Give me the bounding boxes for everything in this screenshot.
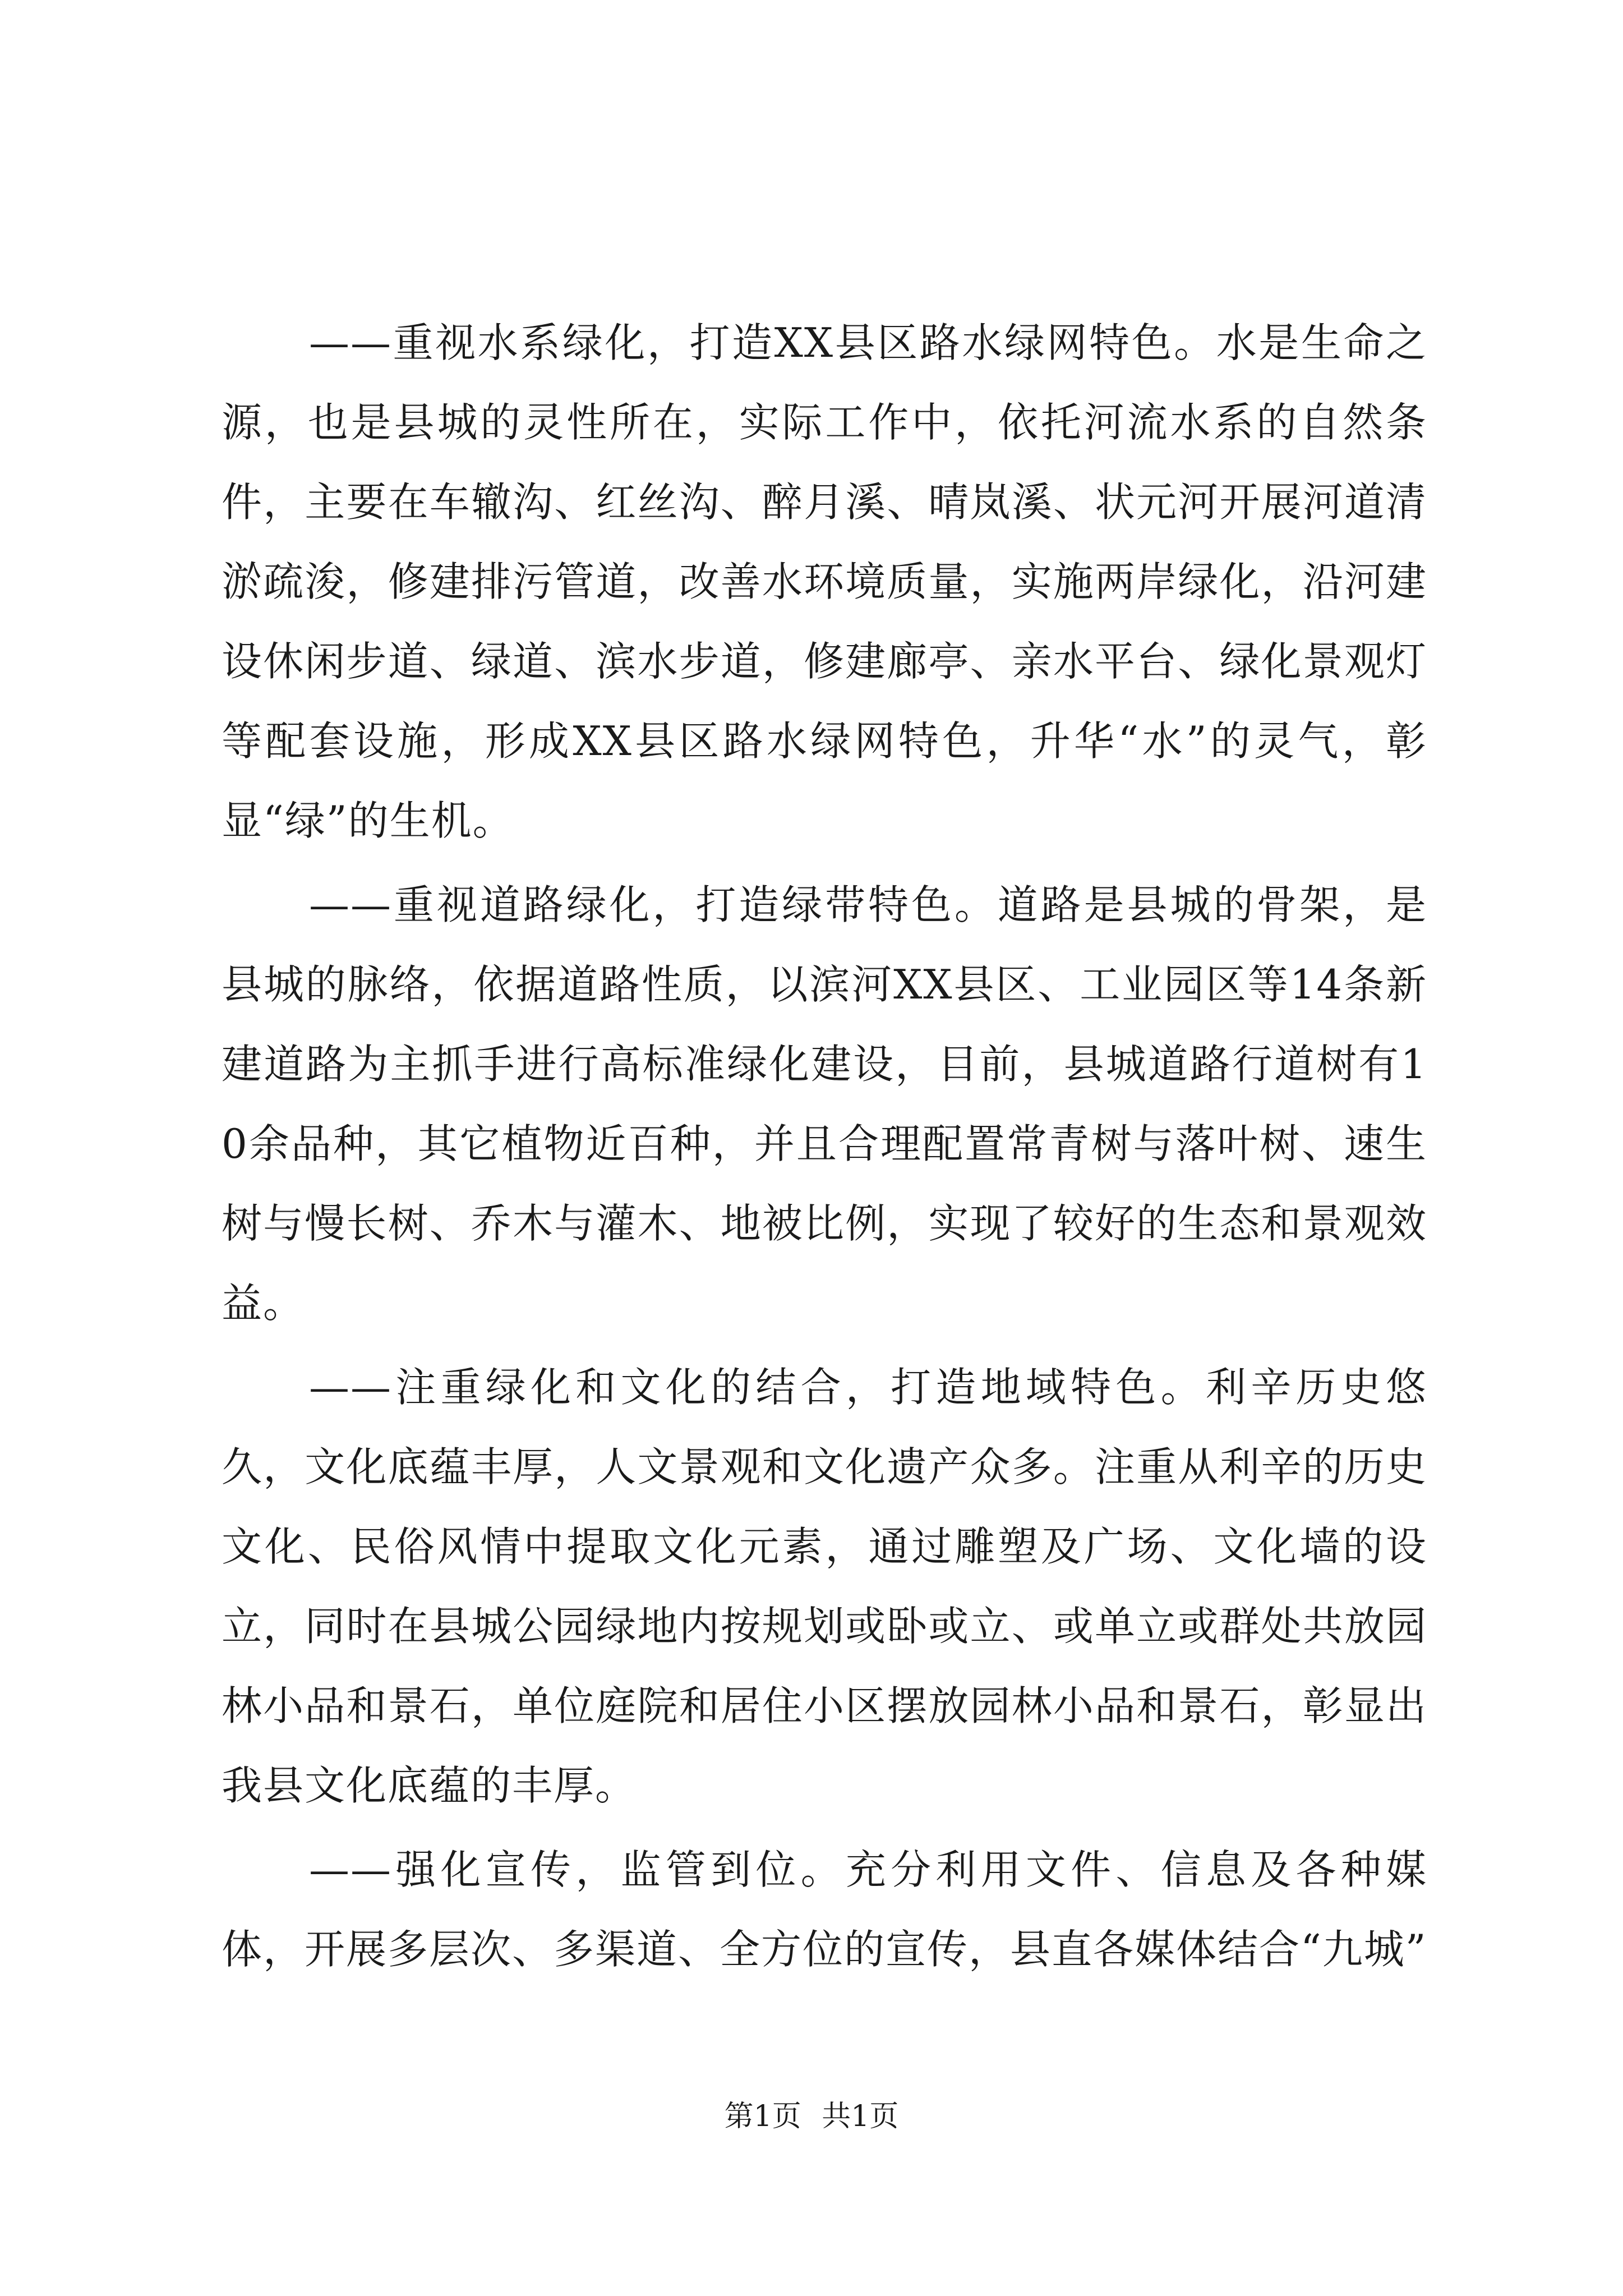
document-body bbox=[222, 303, 1427, 1994]
page-total: 共1页 bbox=[822, 2100, 899, 2133]
page-footer bbox=[0, 2097, 1623, 2136]
page-number: 第1页 bbox=[724, 2100, 801, 2133]
paragraph-culture-greening: ——注重绿化和文化的结合，打造地域特色。利辛历史悠久，文化底蕴丰厚，人文景观和文化遗产众多。注重从利辛的历史文化、民俗风情中提取文化元素，通过雕塑及广场、文化墙的设立，同时在县城公园绿地内按规划或卧或立、或单立或群处共放园林小品和景石，单位庭院和居住小区摆放园林小品和景石，彰显出我县文化底蕴的丰厚。 bbox=[222, 1364, 1427, 1809]
paragraph-water-greening: ——重视水系绿化，打造XX县区路水绿网特色。水是生命之源，也是县城的灵性所在，实际工作中，依托河流水系的自然条件，主要在车辙沟、红丝沟、醉月溪、晴岚溪、状元河开展河道清淤疏浚，修建排污管道，改善水环境质量，实施两岸绿化，沿河建设休闲步道、绿道、滨水步道，修建廊亭、亲水平台、绿化景观灯等配套设施，形成XX县区路水绿网特色，升华“水”的灵气，彰显“绿”的生机。 bbox=[222, 319, 1427, 844]
paragraph-road-greening: ——重视道路绿化，打造绿带特色。道路是县城的骨架，是县城的脉络，依据道路性质，以滨河XX县区、工业园区等14条新建道路为主抓手进行高标准绿化建设，目前，县城道路行道树有10余品种，其它植物近百种，并且合理配置常青树与落叶树、速生树与慢长树、乔木与灌木、地被比例，实现了较好的生态和景观效益。 bbox=[222, 881, 1427, 1327]
paragraph-publicity: ——强化宣传，监管到位。充分利用文件、信息及各种媒体，开展多层次、多渠道、全方位的宣传，县直各媒体结合“九城” bbox=[222, 1846, 1427, 1973]
